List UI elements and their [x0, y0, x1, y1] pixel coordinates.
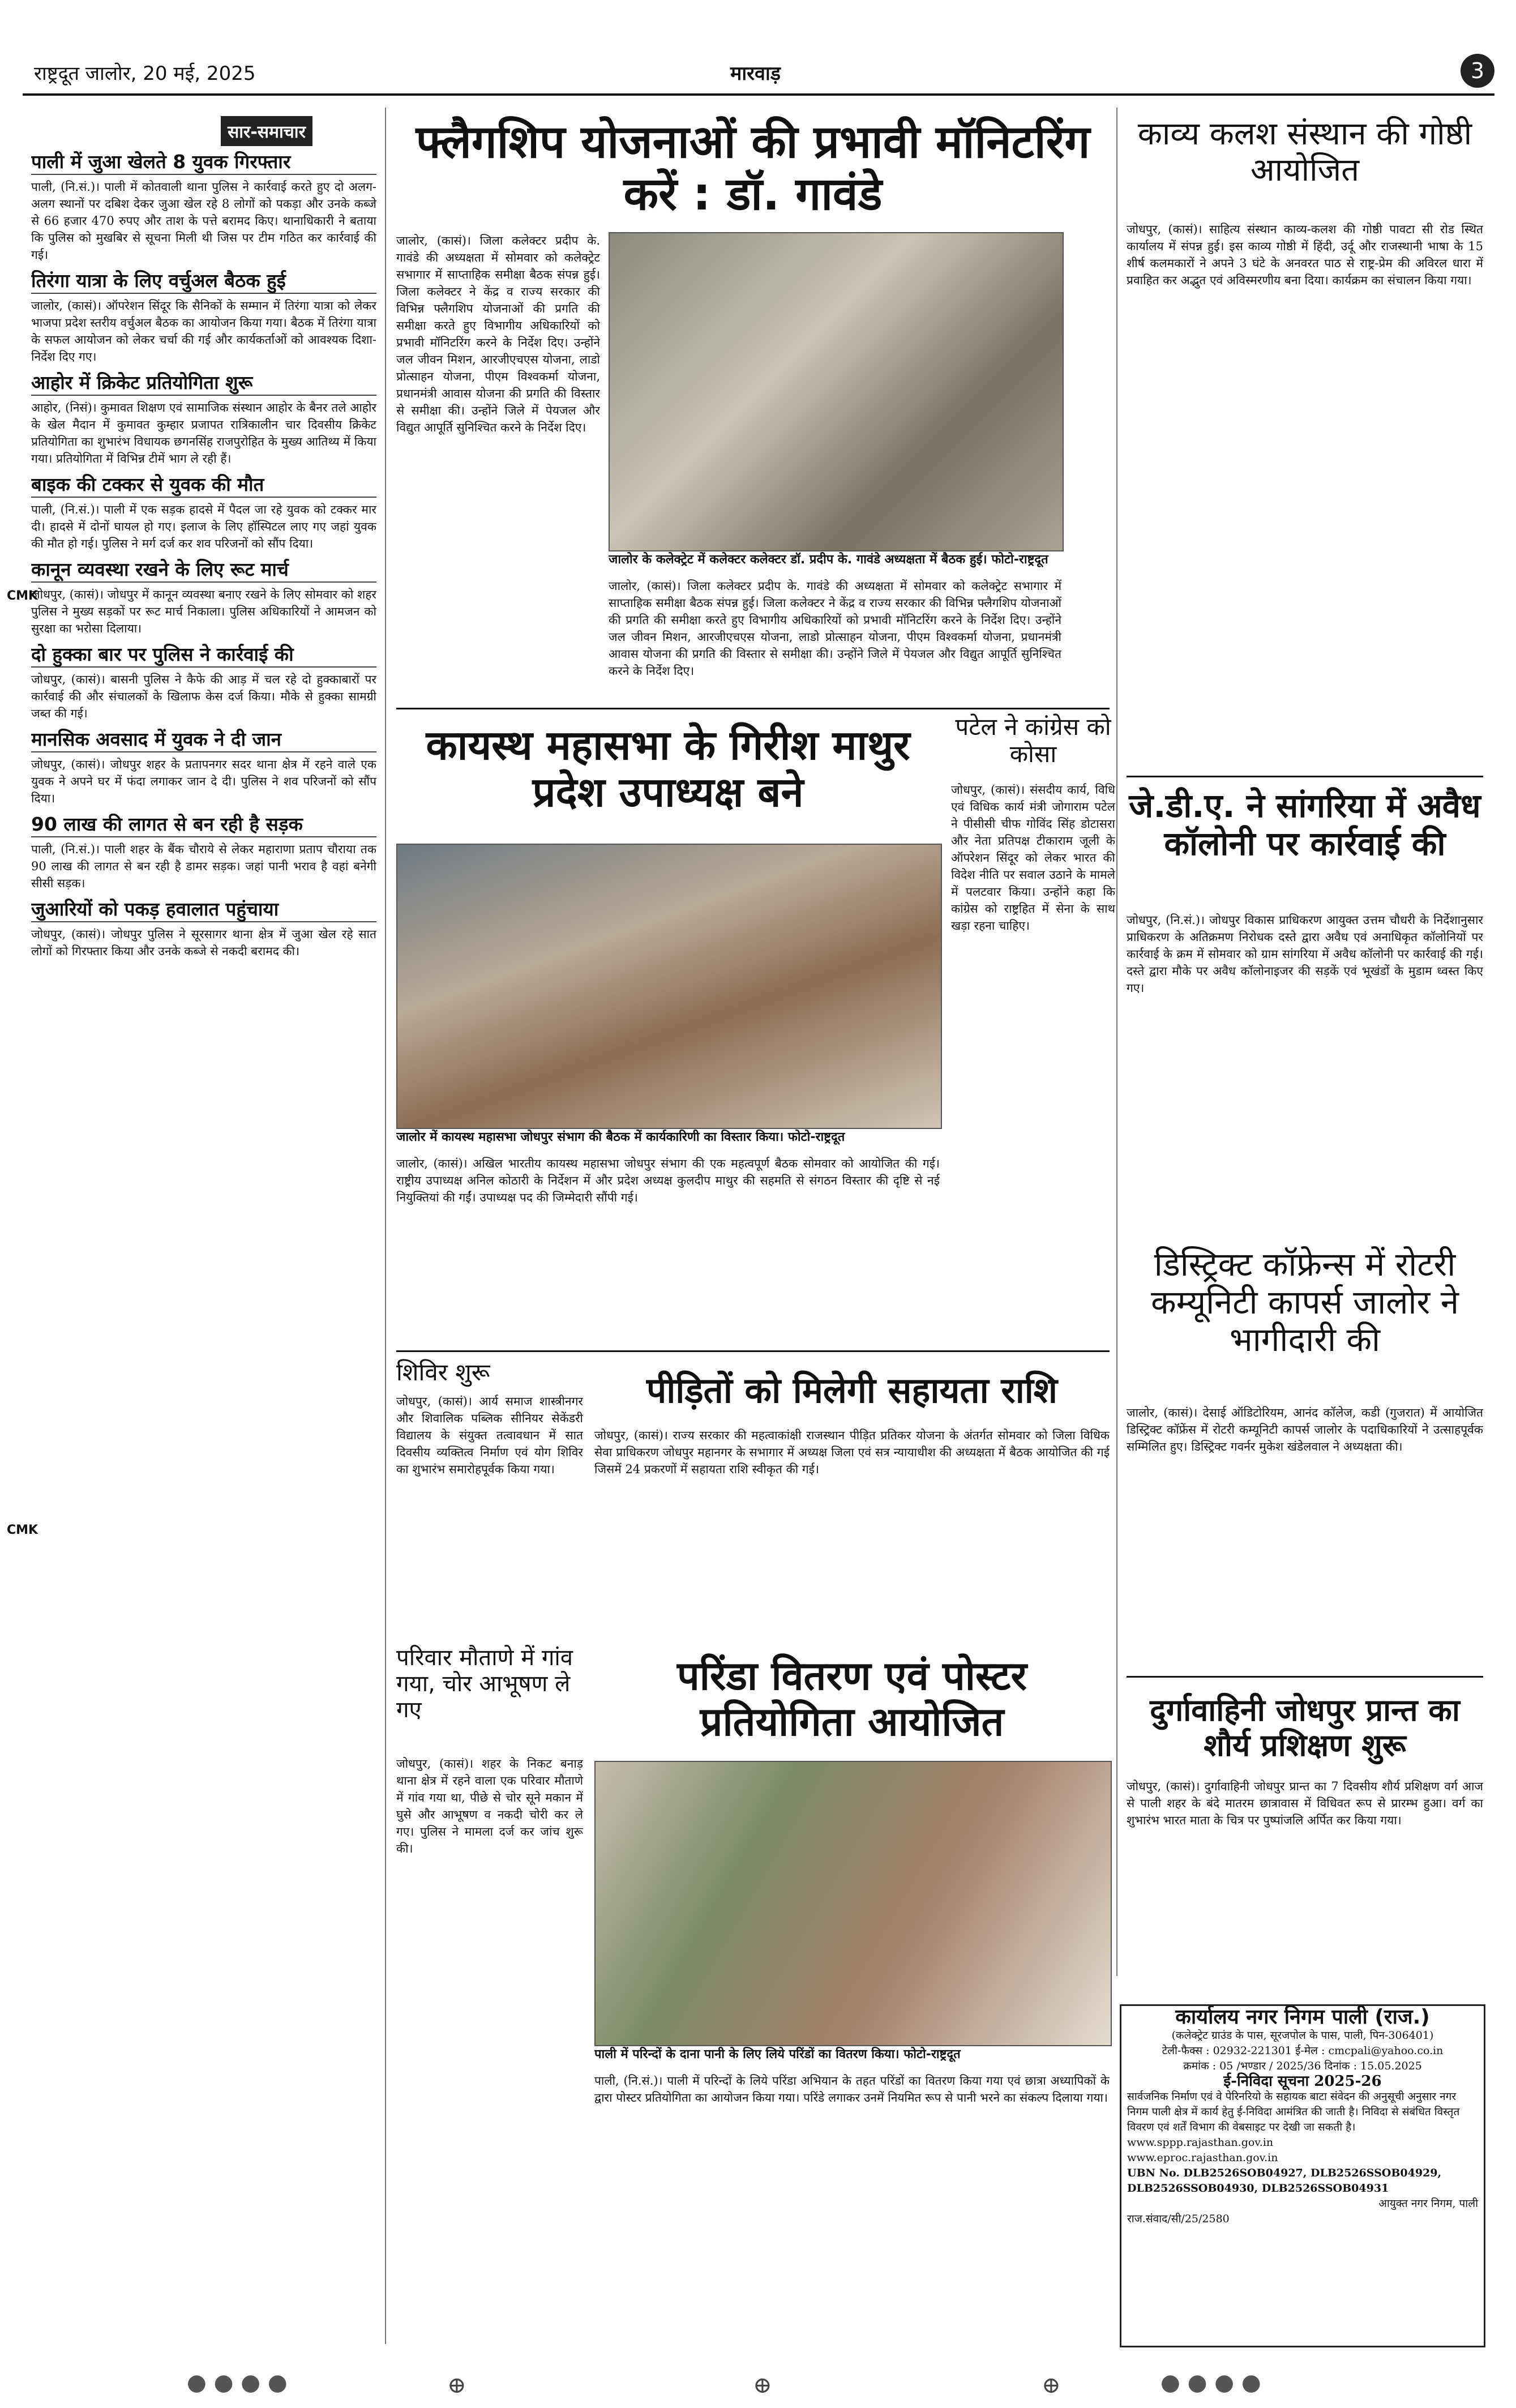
- story2-body: जालोर, (कासं)। अखिल भारतीय कायस्थ महासभा जोधपुर संभाग की एक महत्वपूर्ण बैठक सोमवार को आयोजित की गई। राष्ट्रीय उपाध्यक्ष अनिल कोठारी के निर्देशन में और प्रदेश अध्यक्ष कुलदीप माथुर की सहमति से संगठन विस्तार की दृष्टि से नई नियुक्तियां की गईं। उपाध्यक्ष पद की जिम्मेदारी सौंपी गई।: [396, 1157, 940, 1204]
- left-news-column: [31, 144, 376, 2347]
- story1-headline: फ्लैगशिप योजनाओं की प्रभावी मॉनिटरिंग करें : डॉ. गावंडे: [416, 116, 1090, 220]
- story6-headline: डिस्ट्रिक्ट कॉफ्रेन्स में रोटरी कम्यूनिटी कापर्स जालोर ने भागीदारी की: [1151, 1245, 1459, 1359]
- left-item: 90 लाख की लागत से बन रही है सड़क पाली, (नि.सं.)। पाली शहर के बैंक चौराये से लेकर महाराणा प्रताप चौराया तक 90 लाख की लागत से बन रही है डामर सड़क। जहां पानी भराव है वहां बनेगी सीसी सड़क।: [31, 813, 376, 890]
- registration-mark: ⊕: [447, 2372, 466, 2398]
- registration-mark: ⊕: [753, 2372, 772, 2398]
- story10-caption: पाली में परिन्दों के दाना पानी के लिए लिये परिंडों का वितरण किया। फोटो-राष्ट्रदूत: [594, 2047, 961, 2061]
- story1-body-a: जालोर, (कासं)। जिला कलेक्टर प्रदीप के. गावंडे की अध्यक्षता में सोमवार को कलेक्ट्रेट सभागार में साप्ताहिक समीक्षा बैठक संपन्न हुई। जिला कलेक्टर ने केंद्र व राज्य सरकार की विभिन्न फ्लैगशिप योजनाओं की प्रगति की समीक्षा करते हुए विभागीय अधिकारियों को प्रभावी मॉनिटरिंग करने के निर्देश दिए। उन्होंने जल जीवन मिशन, आरजीएचएस योजना, लाडो प्रोत्साहन योजना, पीएम विश्वकर्मा योजना, प्रधानमंत्री आवास योजना की प्रगति की विस्तार से समीक्षा की। उन्होंने जिले में पेयजल और विद्युत आपूर्ति सुनिश्चित करने के निर्देश दिए।: [396, 234, 600, 434]
- tender-title: कार्यालय नगर निगम पाली (राज.): [1175, 2005, 1430, 2029]
- tender-contact: टेली-फैक्स : 02932-221301 ई-मेल : cmcpali@yahoo.co.in: [1162, 2045, 1444, 2057]
- left-item: जुआरियों को पकड़ हवालात पहुंचाया जोधपुर, (कासं)। जोधपुर पुलिस ने सूरसागर थाना क्षेत्र में जुआ खेल रहे सात लोगों को गिरफ्तार किया और उनके कब्जे से नकदी बरामद की।: [31, 898, 376, 958]
- tender-footer: राज.संवाद/सी/25/2580: [1127, 2213, 1230, 2225]
- tender-body: सार्वजनिक निर्माण एवं वे पेरिनरियो के सहायक बाटा संवेदन की अनुसूची अनुसार नगर निगम पाली क्षेत्र में कार्य हेतु ई-निविदा आमंत्रित की जाती है। निविदा से संबंधित विस्तृत विवरण एवं शर्तें विभाग की वेबसाइट पर देखी जा सकती है।: [1127, 2090, 1460, 2133]
- story1-body-b: जालोर, (कासं)। जिला कलेक्टर प्रदीप के. गावंडे की अध्यक्षता में सोमवार को कलेक्ट्रेट सभागार में साप्ताहिक समीक्षा बैठक संपन्न हुई। जिला कलेक्टर ने केंद्र व राज्य सरकार की विभिन्न फ्लैगशिप योजनाओं की प्रगति की समीक्षा करते हुए विभागीय अधिकारियों को प्रभावी मॉनिटरिंग करने के निर्देश दिए। उन्होंने जल जीवन मिशन, आरजीएचएस योजना, लाडो प्रोत्साहन योजना, पीएम विश्वकर्मा योजना, प्रधानमंत्री आवास योजना की प्रगति की विस्तार से समीक्षा की। उन्होंने जिले में पेयजल और विद्युत आपूर्ति सुनिश्चित करने के निर्देश दिए।: [609, 579, 1061, 678]
- story8-headline: पीड़ितों को मिलेगी सहायता राशि: [646, 1370, 1057, 1411]
- story1-caption: जालोर के कलेक्ट्रेट में कलेक्टर कलेक्टर डॉ. प्रदीप के. गावंडे अध्यक्षता में बैठक हुई। फोटो-राष्ट्रदूत: [609, 553, 1048, 567]
- story7-body: जोधपुर, (कासं)। आर्य समाज शास्त्रीनगर और शिवालिक पब्लिक सीनियर सेकेंडरी विद्यालय के संयुक्त तत्वावधान में सात दिवसीय व्यक्तित्व निर्माण एवं योग शिविर का शुभारंभ समारोहपूर्वक किया गया।: [396, 1395, 583, 1476]
- left-item: मानसिक अवसाद में युवक ने दी जान जोधपुर, (कासं)। जोधपुर शहर के प्रतापनगर सदर थाना क्षेत्र में रहने वाले एक युवक ने अपने घर में फंदा लगाकर जान दे दी। पुलिस ने शव परिजनों को सौंप दिया।: [31, 728, 376, 805]
- story6-body: जालोर, (कासं)। देसाई ऑडिटोरियम, आनंद कॉलेज, कडी (गुजरात) में आयोजित डिस्ट्रिक्ट कॉफ्रेंस में रोटरी कम्यूनिटी कापर्स जालोर के पदाधिकारियों ने उत्साहपूर्वक सम्मिलित हुए। डिस्ट्रिक्ट गवर्नर मुकेश खंडेलवाल ने अध्यक्षता की।: [1127, 1406, 1483, 1453]
- column-divider: [385, 108, 386, 2344]
- tender-eproc: www.eproc.rajasthan.gov.in: [1127, 2152, 1278, 2164]
- story5-headline: जे.डी.ए. ने सांगरिया में अवैध कॉलोनी पर कार्रवाई की: [1129, 786, 1481, 863]
- left-item: दो हुक्का बार पर पुलिस ने कार्रवाई की जोधपुर, (कासं)। बासनी पुलिस ने कैफे की आड़ में चल रहे दो हुक्काबारों पर कार्रवाई की और संचालकों के खिलाफ केस दर्ज किया। मौके से हुक्का सामग्री जब्त की गई।: [31, 643, 376, 720]
- tender-address: (कलेक्ट्रेट ग्राउंड के पास, सूरजपोल के पास, पाली, पिन-306401): [1171, 2029, 1434, 2042]
- section-rule: [1127, 1676, 1483, 1678]
- story9-body: जोधपुर, (कासं)। शहर के निकट बनाड़ थाना क्षेत्र में रहने वाला एक परिवार मौताणे में गांव गया था, पीछे से चोर सूने मकान में घुसे और आभूषण व नकदी चोरी कर ले गए। पुलिस ने मामला दर्ज कर जांच शुरू की।: [396, 1757, 583, 1855]
- story9-headline: परिवार मौताणे में गांव गया, चोर आभूषण ले गए: [396, 1645, 573, 1723]
- tender-ubn: UBN No. DLB2526SOB04927, DLB2526SSOB04929, DLB2526SSOB04930, DLB2526SSOB04931: [1127, 2167, 1442, 2195]
- column-divider: [1116, 108, 1117, 1976]
- story3-headline: पटेल ने कांग्रेस को कोसा: [955, 713, 1111, 768]
- tender-ref: क्रमांक : 05 /भण्डार / 2025/36 दिनांक : 15.05.2025: [1183, 2060, 1422, 2072]
- page-number: 3: [1461, 54, 1494, 88]
- left-item: तिरंगा यात्रा के लिए वर्चुअल बैठक हुई जालोर, (कासं)। ऑपरेशन सिंदूर कि सैनिकों के सम्मान में तिरंगा यात्रा को लेकर भाजपा प्रदेश स्तरीय वर्चुअल बैठक का आयोजन किया गया। बैठक में तिरंगा यात्रा के सफल आयोजन को लेकर चर्चा की गई और कार्यकर्ताओं को आवश्यक दिशा-निर्देश दिए गए।: [31, 270, 376, 363]
- registration-mark: ⊕: [1042, 2372, 1061, 2398]
- tender-website: www.sppp.rajasthan.gov.in: [1127, 2136, 1274, 2149]
- section-rule: [396, 708, 1110, 709]
- cmk-mark: CMK: [7, 1523, 38, 1537]
- tender-sign: आयुक्त नगर निगम, पाली: [1378, 2197, 1478, 2210]
- story4-headline: काव्य कलश संस्थान की गोष्ठी आयोजित: [1137, 116, 1472, 189]
- color-registration-dots: ● ● ● ●: [187, 2369, 288, 2396]
- page-header: [23, 54, 1494, 96]
- story4-body: जोधपुर, (कासं)। साहित्य संस्थान काव्य-कलश की गोष्ठी पावटा सी रोड स्थित कार्यालय में संपन्न हुई। इस काव्य गोष्ठी में हिंदी, उर्दू और राजस्थानी भाषा के 15 शीर्ष कलमकारों ने अपने 3 घंटे के अनवरत पाठ से राष्ट्र-प्रेम की अविरल धारा में प्रवाहित कर अद्भुत एवं अविस्मरणीय बना दिया। कार्यक्रम का संचालन किया गया।: [1127, 223, 1483, 287]
- story8-body: जोधपुर, (कासं)। राज्य सरकार की महत्वाकांक्षी राजस्थान पीड़ित प्रतिकर योजना के अंतर्गत सोमवार को जिला विधिक सेवा प्राधिकरण जोधपुर महानगर के सभागार में अध्यक्ष जिला एवं सत्र न्यायाधीश की अध्यक्षता में बैठक आयोजित की गई जिसमें 24 प्रकरणों में सहायता राशि स्वीकृत की गई।: [594, 1428, 1110, 1476]
- left-item: बाइक की टक्कर से युवक की मौत पाली, (नि.सं.)। पाली में एक सड़क हादसे में पैदल जा रहे युवक को टक्कर मार दी। हादसे में दोनों घायल हो गए। इलाज के लिए हॉस्पिटल लाए गए जहां युवक की मौत हो गई। पुलिस ने मर्ग दर्ज कर शव परिजनों को सौंप दिया।: [31, 473, 376, 550]
- story2-caption: जालोर में कायस्थ महासभा जोधपुर संभाग की बैठक में कार्यकारिणी का विस्तार किया। फोटो-राष्ट्रदूत: [396, 1130, 845, 1144]
- story10-photo: [594, 1761, 1112, 2046]
- story2-headline: कायस्थ महासभा के गिरीश माथुर प्रदेश उपाध्यक्ष बने: [426, 721, 910, 816]
- tender-subject: ई-निविदा सूचना 2025-26: [1223, 2073, 1382, 2090]
- story7-headline: शिविर शुरू: [396, 1358, 490, 1386]
- story10-body: पाली, (नि.सं.)। पाली में परिन्दों के लिये परिंडा अभियान के तहत परिंडों का वितरण किया गया एवं छात्रा अध्यापिकों के द्वारा पोस्टर प्रतियोगिता का आयोजन किया गया। परिंडे लगाकर उनमें नियमित रूप से पानी भरने का संकल्प दिलाया गया।: [594, 2074, 1110, 2105]
- story11-body: जोधपुर, (कासं)। दुर्गावाहिनी जोधपुर प्रान्त का 7 दिवसीय शौर्य प्रशिक्षण वर्ग आज से पाली शहर के बंदे मातरम छात्रावास में विधिवत रूप से प्रारम्भ हुआ। वर्ग का शुभारंभ भारत माता के चित्र पर पुष्पांजलि अर्पित कर किया गया।: [1127, 1780, 1483, 1827]
- story2-photo: [396, 844, 942, 1129]
- cmk-mark: CMK: [7, 589, 38, 603]
- sar-samachar-label: सार-समाचार: [221, 116, 312, 146]
- header-date: राष्ट्रदूत जालोर, 20 मई, 2025: [34, 62, 256, 85]
- tender-notice: [1120, 2004, 1485, 2347]
- story1-photo: [609, 232, 1064, 551]
- left-item: कानून व्यवस्था रखने के लिए रूट मार्च जोधपुर, (कासं)। जोधपुर में कानून व्यवस्था बनाए रखने के लिए सोमवार को शहर पुलिस ने मुख्य सड़कों पर रूट मार्च निकाला। पुलिस अधिकारियों ने आमजन को सुरक्षा का भरोसा दिलाया।: [31, 558, 376, 635]
- story10-headline: परिंडा वितरण एवं पोस्टर प्रतियोगिता आयोजित: [676, 1653, 1027, 1745]
- section-rule: [1127, 776, 1483, 777]
- story3-body: जोधपुर, (कासं)। संसदीय कार्य, विधि एवं विधिक कार्य मंत्री जोगाराम पटेल ने पीसीसी चीफ गोविंद सिंह डोटासरा और नेता प्रतिपक्ष टीकाराम जूली के ऑपरेशन सिंदूर को लेकर भारत की विदेश नीति पर सवाल उठाने के मामले में पलटवार किया। उन्होंने कहा कि कांग्रेस को राष्ट्रहित में सेना के साथ खड़ा रहना चाहिए।: [951, 783, 1115, 933]
- section-name: मारवाड़: [730, 62, 781, 85]
- left-item: आहोर में क्रिकेट प्रतियोगिता शुरू आहोर, (निसं)। कुमावत शिक्षण एवं सामाजिक संस्थान आहोर के बैनर तले आहोर के खेल मैदान में कुमावत कुम्हार प्रजापत रात्रिकालीन चार दिवसीय क्रिकेट प्रतियोगिता का शुभारंभ विधायक छगनसिंह राजपुरोहित के मुख्य आतिथ्य में किया गया। प्रतियोगिता में विभिन्न टीमें भाग ले रही हैं।: [31, 371, 376, 465]
- color-registration-dots: ● ● ● ●: [1160, 2369, 1261, 2396]
- left-item: पाली में जुआ खेलते 8 युवक गिरफ्तार पाली, (नि.सं.)। पाली में कोतवाली थाना पुलिस ने कार्रवाई करते हुए दो अलग-अलग स्थानों पर दबिश देकर जुआ खेल रहे 8 लोगों को पकड़ा और उनके कब्जे से 66 हजार 470 रुपए और ताश के पत्ते बरामद किए। थानाधिकारी ने बताया कि पुलिस को मुखबिर से सूचना मिली थी जिस पर टीम गठित कर कार्रवाई की गई।: [31, 151, 376, 262]
- story5-body: जोधपुर, (नि.सं.)। जोधपुर विकास प्राधिकरण आयुक्त उत्तम चौधरी के निर्देशानुसार प्राधिकरण के अतिक्रमण निरोधक दस्ते द्वारा अवैध एवं अनाधिकृत कॉलोनियों पर कार्रवाई के क्रम में सोमवार को ग्राम सांगरिया में अवैध कॉलोनी पर कार्रवाई की गई। दस्ते द्वारा मौके पर अवैध कॉलोनाइजर की सड़कें एवं भूखंडों के मुडाम ध्वस्त किए गए।: [1127, 913, 1483, 995]
- story11-headline: दुर्गावाहिनी जोधपुर प्रान्त का शौर्य प्रशिक्षण शुरू: [1150, 1692, 1460, 1764]
- section-rule: [396, 1350, 1110, 1352]
